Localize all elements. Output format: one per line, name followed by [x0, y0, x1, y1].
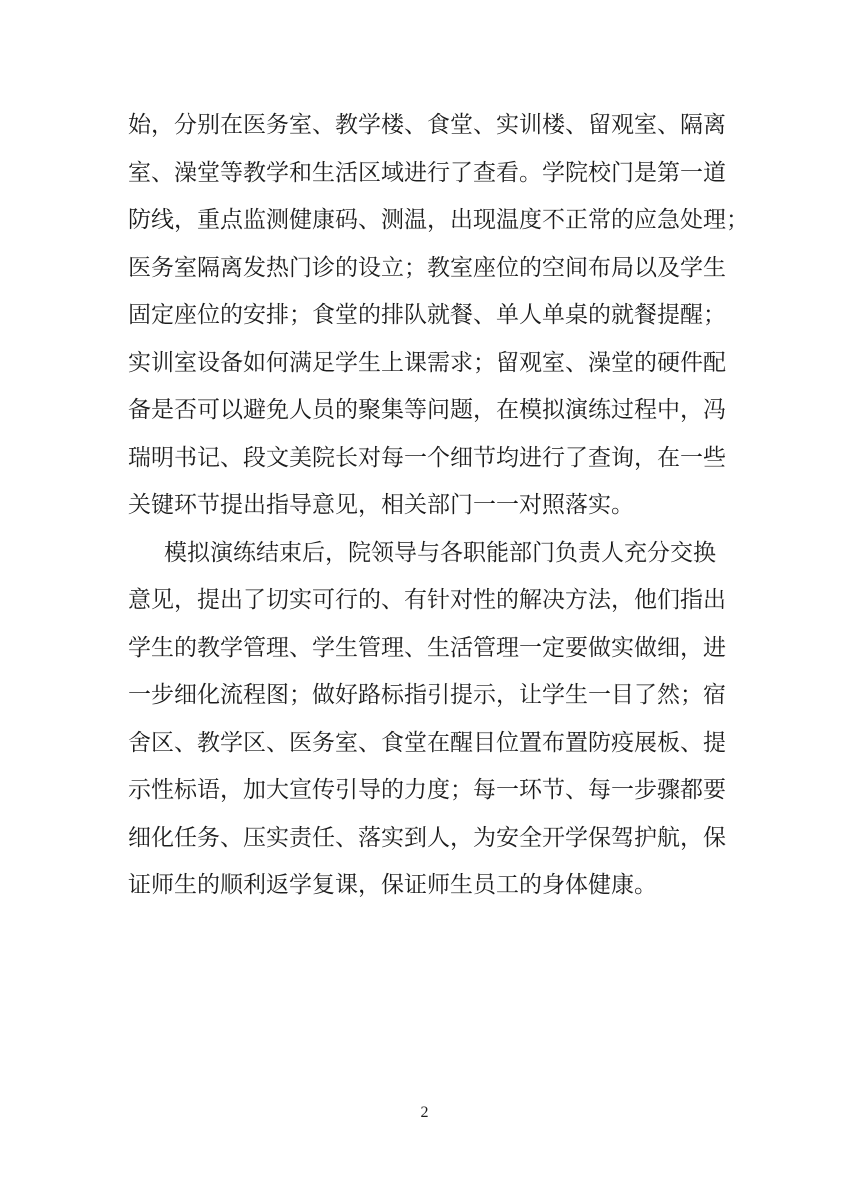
- text-line: 实训室设备如何满足学生上课需求；留观室、澡堂的硬件配: [128, 349, 726, 375]
- paragraph: [128, 101, 749, 529]
- text-line: 关键环节提出指导意见，相关部门一一对照落实。: [128, 492, 634, 517]
- page-number: 2: [420, 1104, 429, 1121]
- text-line: 备是否可以避免人员的聚集等问题，在模拟演练过程中，冯: [128, 397, 726, 422]
- page-footer: [0, 1104, 849, 1122]
- text-line: 证师生的顺利返学复课，保证师生员工的身体健康。: [128, 872, 657, 897]
- text-line: 示性标语，加大宣传引导的力度；每一环节、每一步骤都要: [128, 777, 726, 802]
- text-line: 细化任务、压实责任、落实到人，为安全开学保驾护航，保: [128, 824, 726, 850]
- text-line: 固定座位的安排；食堂的排队就餐、单人单桌的就餐提醒；: [128, 302, 726, 327]
- text-line: 舍区、教学区、医务室、食堂在醒目位置布置防疫展板、提: [128, 729, 726, 755]
- document-body: [128, 101, 749, 909]
- text-line: 防线，重点监测健康码、测温，出现温度不正常的应急处理；: [128, 207, 749, 232]
- text-line: 室、澡堂等教学和生活区域进行了查看。学院校门是第一道: [128, 159, 726, 185]
- text-line: 医务室隔离发热门诊的设立；教室座位的空间布局以及学生: [128, 254, 726, 280]
- text-line: 一步细化流程图；做好路标指引提示，让学生一目了然；宿: [128, 682, 726, 707]
- text-line: 瑞明书记、段文美院长对每一个细节均进行了查询，在一些: [128, 444, 726, 470]
- text-line: 始，分别在医务室、教学楼、食堂、实训楼、留观室、隔离: [128, 112, 726, 137]
- paragraph: [128, 529, 740, 909]
- text-line: 意见，提出了切实可行的、有针对性的解决方法，他们指出: [128, 587, 726, 612]
- text-line: 学生的教学管理、学生管理、生活管理一定要做实做细，进: [128, 634, 726, 660]
- text-line: 模拟演练结束后，院领导与各职能部门负责人充分交换: [164, 539, 716, 565]
